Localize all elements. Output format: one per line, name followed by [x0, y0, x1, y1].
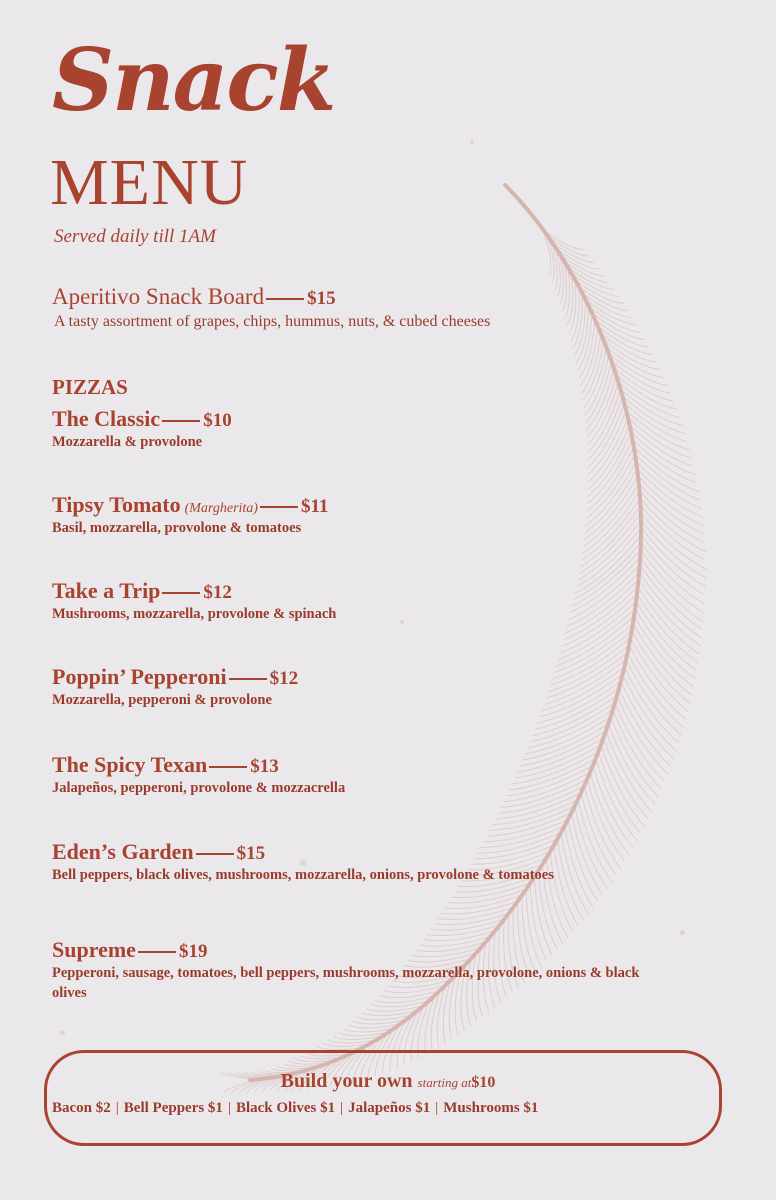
price-leader [162, 420, 200, 422]
pizza-item-supreme [52, 937, 652, 1003]
pizza-name: Tipsy Tomato [52, 492, 181, 517]
paper-speck [680, 930, 685, 935]
addon-item: Bell Peppers $1 [123, 1100, 223, 1116]
pizza-price: $19 [178, 941, 208, 962]
menu-script-title: Snack [52, 30, 335, 131]
feather-barb [448, 889, 526, 903]
feather-barb [367, 1005, 424, 1011]
build-your-own-frame [44, 1050, 722, 1146]
paper-speck [470, 140, 474, 144]
feather-barb [362, 1010, 418, 1015]
addon-item: Black Olives $1 [235, 1100, 336, 1116]
pizza-description: Pepperoni, sausage, tomatoes, bell peppers, mushrooms, mozzarella, provolone, onions & black olives [52, 965, 640, 1001]
addon-list [52, 1100, 692, 1117]
feather-barb [353, 1019, 406, 1024]
feather-barb [552, 242, 557, 288]
build-your-own-label: Build your own [280, 1070, 413, 1092]
feather-barb [452, 883, 530, 898]
feather-barb [487, 813, 571, 836]
feather-barb [434, 913, 508, 925]
feather-barb [333, 1036, 382, 1039]
feather-barb [548, 236, 589, 256]
pizza-name: The Classic [52, 406, 161, 431]
pizzas-heading: PIZZAS [52, 375, 128, 399]
feather-barb [583, 340, 604, 400]
pizza-description: Bell peppers, black olives, mushrooms, mozzarella, onions, provolone & tomatoes [52, 867, 554, 883]
addon-item: Jalapeños $1 [348, 1100, 431, 1116]
feather-barb [328, 1040, 376, 1043]
pizza-item-edens-garden [52, 839, 652, 885]
pizza-description: Mushrooms, mozzarella, provolone & spinach [52, 606, 337, 622]
feather-barb [425, 996, 435, 1055]
pizza-item-classic [52, 406, 652, 452]
menu-title: MENU [50, 146, 249, 219]
addon-item: Bacon $2 [52, 1100, 111, 1116]
snack-board-description: A tasty assortment of grapes, chips, hummus, nuts, & cubed cheeses [54, 313, 491, 330]
starting-price: $10 [471, 1074, 496, 1091]
pizza-description: Mozzarella & provolone [52, 434, 203, 450]
pizza-note: (Margherita) [184, 501, 258, 516]
feather-barb [445, 895, 522, 908]
feather-barb [601, 333, 657, 362]
feather-barb [427, 925, 500, 936]
feather-barb [493, 799, 578, 824]
feather-barb [634, 447, 699, 492]
menu-subtitle: Served daily till 1AM [54, 226, 216, 247]
feather-barb [582, 333, 601, 393]
price-leader [260, 506, 298, 508]
feather-barb [431, 919, 505, 930]
feather-barb [543, 230, 551, 274]
price-leader [138, 951, 176, 953]
addon-separator: | [227, 1100, 231, 1116]
feather-barb [525, 717, 610, 754]
snack-board-name: Aperitivo Snack Board [52, 284, 265, 309]
price-leader [162, 592, 200, 594]
paper-speck [60, 1030, 65, 1035]
pizza-description: Basil, mozzarella, provolone & tomatoes [52, 520, 302, 536]
feather-barb [358, 1015, 412, 1020]
feather-barb [490, 806, 575, 830]
pizza-description: Mozzarella, pepperoni & provolone [52, 692, 272, 708]
feather-barb [528, 710, 613, 748]
addon-separator: | [340, 1100, 344, 1116]
pizza-name: Supreme [52, 937, 136, 962]
pizza-name: The Spicy Texan [52, 752, 208, 777]
pizza-name: Take a Trip [52, 578, 161, 603]
feather-barb [339, 1032, 389, 1036]
feather-barb [616, 375, 676, 409]
pizza-item-poppin-pepperoni [52, 664, 652, 710]
pizza-item-spicy-texan [52, 752, 652, 798]
pizza-name: Poppin’ Pepperoni [52, 664, 227, 689]
feather-barb [441, 901, 517, 914]
pizza-item-tipsy-tomato [52, 492, 652, 538]
feather-barb [606, 347, 663, 378]
feather-barb [556, 248, 599, 269]
pizza-description: Jalapeños, pepperoni, provolone & mozzacrella [52, 780, 346, 796]
feather-barb [560, 254, 604, 275]
feather-barb [611, 361, 670, 393]
feather-barb [614, 368, 674, 401]
feather-barb [543, 230, 583, 250]
feather-barb [604, 340, 660, 370]
feather-barb [343, 1028, 394, 1032]
price-leader [266, 298, 304, 300]
pizza-item-take-a-trip [52, 578, 652, 624]
feather-barb [609, 354, 667, 386]
price-leader [196, 853, 234, 855]
addon-item: Mushrooms $1 [443, 1100, 539, 1116]
price-leader [229, 678, 267, 680]
addon-separator: | [115, 1100, 119, 1116]
pizza-price: $12 [203, 582, 232, 603]
pizza-price: $12 [269, 668, 299, 689]
feather-barb [552, 242, 594, 262]
pizza-price: $13 [250, 756, 279, 777]
addon-separator: | [435, 1100, 439, 1116]
feather-barb [323, 1043, 369, 1046]
feather-barb [548, 236, 554, 281]
pizza-price: $10 [203, 410, 232, 431]
price-leader [209, 766, 247, 768]
pizza-price: $15 [236, 843, 266, 864]
pizza-price: $11 [300, 496, 329, 517]
feather-barb [581, 326, 598, 385]
pizza-name: Eden’s Garden [52, 839, 194, 864]
feather-barb [438, 907, 513, 919]
snack-board-item [52, 284, 732, 332]
feather-barb [584, 347, 606, 408]
feather-barb [348, 1024, 400, 1028]
snack-board-price: $15 [307, 288, 336, 309]
starting-at-label: starting at [417, 1075, 472, 1090]
build-your-own-title [0, 1070, 776, 1093]
feather-barb [564, 261, 609, 283]
